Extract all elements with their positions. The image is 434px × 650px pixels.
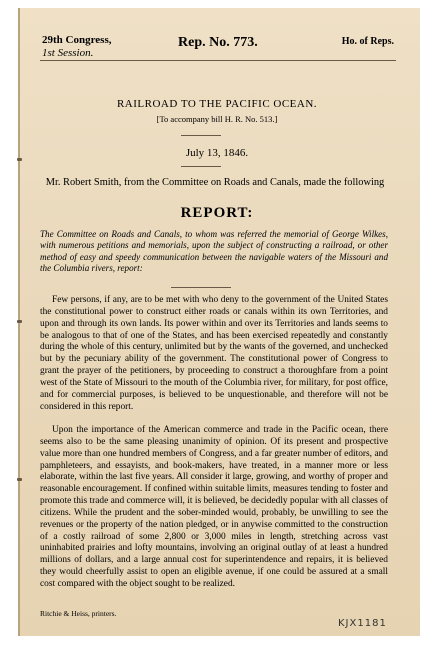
- catalog-tag: KJX1181: [338, 618, 387, 629]
- document-title: RAILROAD TO THE PACIFIC OCEAN.: [116, 98, 318, 110]
- divider: [181, 166, 221, 167]
- report-date: July 13, 1846.: [185, 147, 249, 159]
- divider: [171, 287, 231, 288]
- body-paragraph-2: Upon the importance of the American commerce and trade in the Pacific ocean, there seems also to be the same pleasing unanimity of opinion. Of its present and prospective value more than one hundred members of Congress, and a far greater number of editors, and pamphleteers, and essayists, and book-makers, have treated, in a manner more or less elaborate, within the last five years. All consider it large, growing, and worthy of proper and reasonable encouragement. If confined within suitable limits, measures tending to foster and promote this trade and commerce will, it is believed, be decidedly popular with all classes of citizens. While the prudent and the sober-minded would, probably, be unwilling to see the revenues or the property of the nation pledged, or in anywise committed to the construction of a costly railroad of some 2,800 or 3,000 miles in length, stretching across vast uninhabited prairies and lofty mountains, involving an original outlay of at least a hundred millions of dollars, and a large annual cost for superintendence and repairs, it is believed they would cheerfully assist to open an eligible avenue, if one could be assured at a small cost compared with the object sought to be realized.: [40, 425, 388, 589]
- document-subtitle: [To accompany bill H. R. No. 513.]: [156, 114, 278, 124]
- body-paragraph-1: Few persons, if any, are to be met with who deny to the government of the United States the constitutional power to construct either roads or canals within its own Territories, and upon and through its own lands. Its power within and over its Territories and lands seems to be analogous to that of one of the States, and has been exercised repeatedly and constantly during the whole of this century, unlimited but by the wants of the governed, and unchecked but by the pecuniary ability of the government. The constitutional power of Congress to grant the prayer of the petitioners, by proceeding to construct a thoroughfare from a point west of the State of Missouri to the mouth of the Columbia river, for military, for post office, and for commercial purposes, is believed to be unquestionable, and therefore will not be considered in this report.: [40, 295, 388, 412]
- divider: [181, 135, 221, 136]
- report-header: [18, 34, 420, 60]
- printer-imprint: Ritchie & Heiss, printers.: [40, 609, 117, 618]
- report-number: Rep. No. 773.: [178, 35, 258, 50]
- presenter-line: Mr. Robert Smith, from the Committee on Roads and Canals, made the following: [45, 177, 385, 188]
- binding-stitch: [17, 478, 22, 481]
- committee-intro: The Committee on Roads and Canals, to whom was referred the memorial of George Wilkes, with numerous petitions and memorials, upon the subject of constructing a railroad, or other method of easy and speedy communication between the navigable waters of the Missouri and the Columbia rivers, report:: [40, 229, 388, 274]
- header-rule: [40, 60, 396, 61]
- report-heading: REPORT:: [180, 205, 254, 221]
- house-label: Ho. of Reps.: [341, 36, 394, 47]
- binding-stitch: [17, 320, 22, 323]
- congress-session: [42, 34, 111, 60]
- congress-label: 29th Congress,: [42, 34, 112, 46]
- session-label: 1st Session.: [42, 47, 94, 59]
